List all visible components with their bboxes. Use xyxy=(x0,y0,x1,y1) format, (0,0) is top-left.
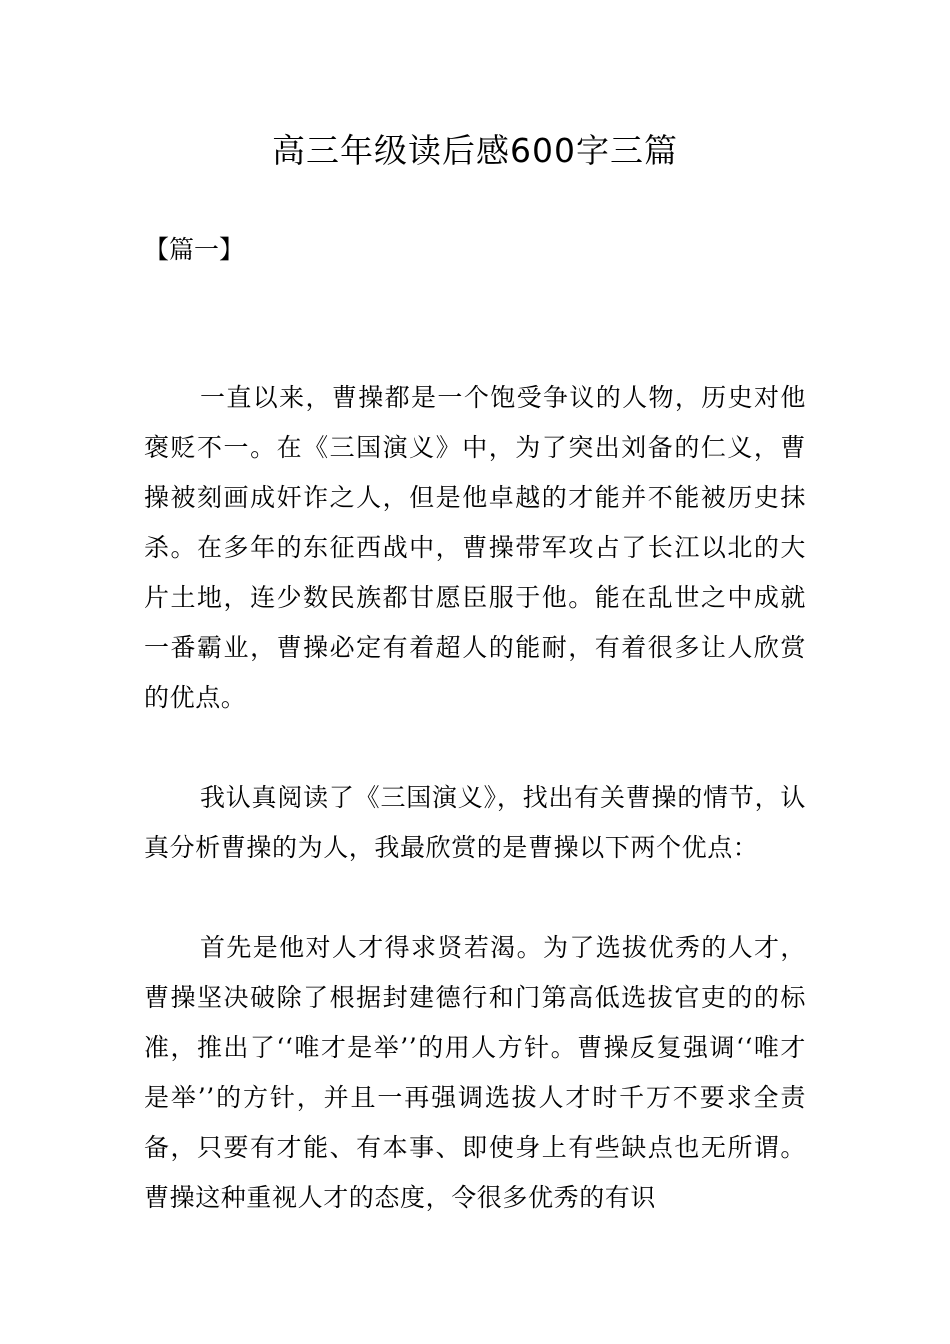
paragraph-3: 首先是他对人才得求贤若渴。为了选拔优秀的人才，曹操坚决破除了根据封建德行和门第高低选拔官吏的的标准，推出了‘‘唯才是举’’的用人方针。曹操反复强调‘‘唯才是举’’的方针，并且一再强调选拔人才时千万不要求全责备，只要有才能、有本事、即使身上有些缺点也无所谓。曹操这种重视人才的态度，令很多优秀的有识 xyxy=(144,933,806,1212)
document-title: 高三年级读后感600字三篇 xyxy=(272,131,678,170)
section-label: 【篇一】 xyxy=(144,235,245,264)
paragraph-2: 我认真阅读了《三国演义》，找出有关曹操的情节，认真分析曹操的为人，我最欣赏的是曹操以下两个优点： xyxy=(144,783,806,862)
paragraph-1: 一直以来，曹操都是一个饱受争议的人物，历史对他褒贬不一。在《三国演义》中，为了突出刘备的仁义，曹操被刻画成奸诈之人，但是他卓越的才能并不能被历史抹杀。在多年的东征西战中，曹操带军攻占了长江以北的大片土地，连少数民族都甘愿臣服于他。能在乱世之中成就一番霸业，曹操必定有着超人的能耐，有着很多让人欣赏的优点。 xyxy=(144,383,806,712)
